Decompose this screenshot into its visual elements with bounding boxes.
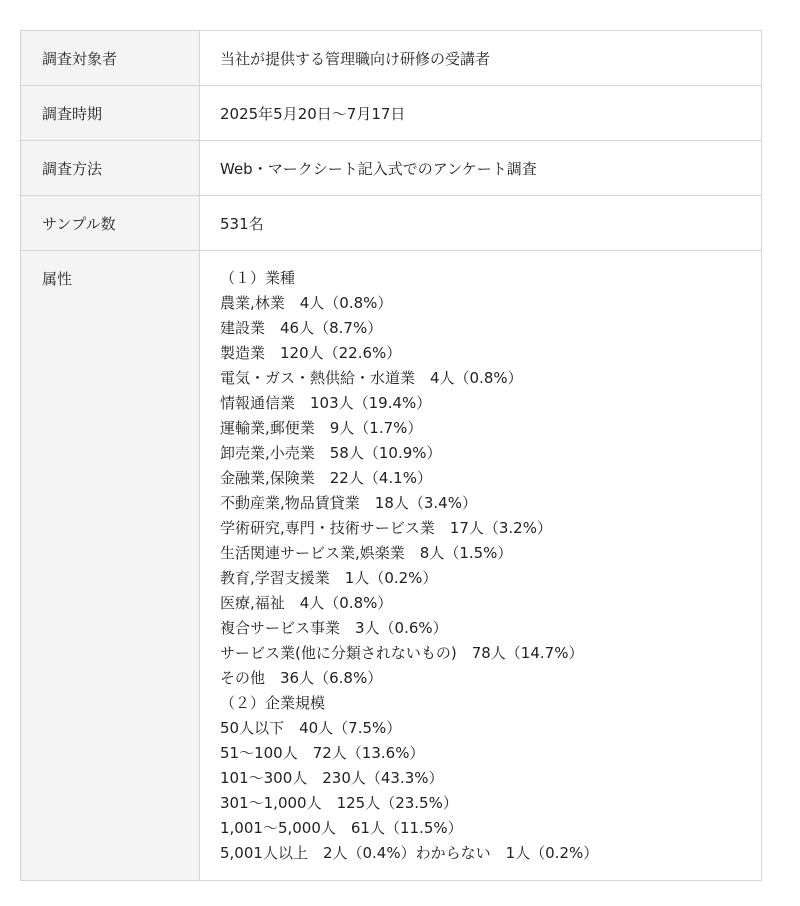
attribute-line: 金融業,保険業 22人（4.1%） <box>220 469 432 487</box>
attribute-line: 製造業 120人（22.6%） <box>220 344 402 362</box>
attribute-line: 教育,学習支援業 1人（0.2%） <box>220 569 438 587</box>
attribute-line: 5,001人以上 2人（0.4%）わからない 1人（0.2%） <box>220 844 599 862</box>
survey-table <box>20 30 762 881</box>
attribute-line: 運輸業,郵便業 9人（1.7%） <box>220 419 423 437</box>
attribute-line: サービス業(他に分類されないもの) 78人（14.7%） <box>220 644 584 662</box>
table-row <box>21 86 762 141</box>
attribute-line: 101～300人 230人（43.3%） <box>220 769 444 787</box>
row-value-sample: 531名 <box>200 196 762 251</box>
table-row <box>21 141 762 196</box>
attribute-line: 電気・ガス・熱供給・水道業 4人（0.8%） <box>220 369 523 387</box>
row-value-period: 2025年5月20日～7月17日 <box>200 86 762 141</box>
attribute-line: その他 36人（6.8%） <box>220 669 383 687</box>
attribute-line: 51～100人 72人（13.6%） <box>220 744 425 762</box>
table-row <box>21 196 762 251</box>
attribute-line: （２）企業規模 <box>220 694 326 712</box>
attribute-line: 50人以下 40人（7.5%） <box>220 719 402 737</box>
attribute-line: 情報通信業 103人（19.4%） <box>220 394 432 412</box>
table-row <box>21 31 762 86</box>
row-label-method: 調査方法 <box>21 141 200 196</box>
attribute-line: 建設業 46人（8.7%） <box>220 319 383 337</box>
attribute-line: 卸売業,小売業 58人（10.9%） <box>220 444 442 462</box>
row-label-sample: サンプル数 <box>21 196 200 251</box>
attribute-line: 生活関連サービス業,娯楽業 8人（1.5%） <box>220 544 513 562</box>
row-label-attributes: 属性 <box>21 251 200 881</box>
attribute-line: 複合サービス事業 3人（0.6%） <box>220 619 448 637</box>
attribute-line: （１）業種 <box>220 269 296 287</box>
attributes-list <box>200 251 762 881</box>
row-value-target: 当社が提供する管理職向け研修の受講者 <box>200 31 762 86</box>
attribute-line: 医療,福祉 4人（0.8%） <box>220 594 393 612</box>
row-label-target: 調査対象者 <box>21 31 200 86</box>
attribute-line: 農業,林業 4人（0.8%） <box>220 294 393 312</box>
attribute-line: 301～1,000人 125人（23.5%） <box>220 794 458 812</box>
survey-overview <box>20 30 762 881</box>
attribute-line: 不動産業,物品賃貸業 18人（3.4%） <box>220 494 477 512</box>
row-label-period: 調査時期 <box>21 86 200 141</box>
attribute-line: 学術研究,専門・技術サービス業 17人（3.2%） <box>220 519 552 537</box>
attribute-line: 1,001～5,000人 61人（11.5%） <box>220 819 463 837</box>
row-value-method: Web・マークシート記入式でのアンケート調査 <box>200 141 762 196</box>
table-row <box>21 251 762 881</box>
